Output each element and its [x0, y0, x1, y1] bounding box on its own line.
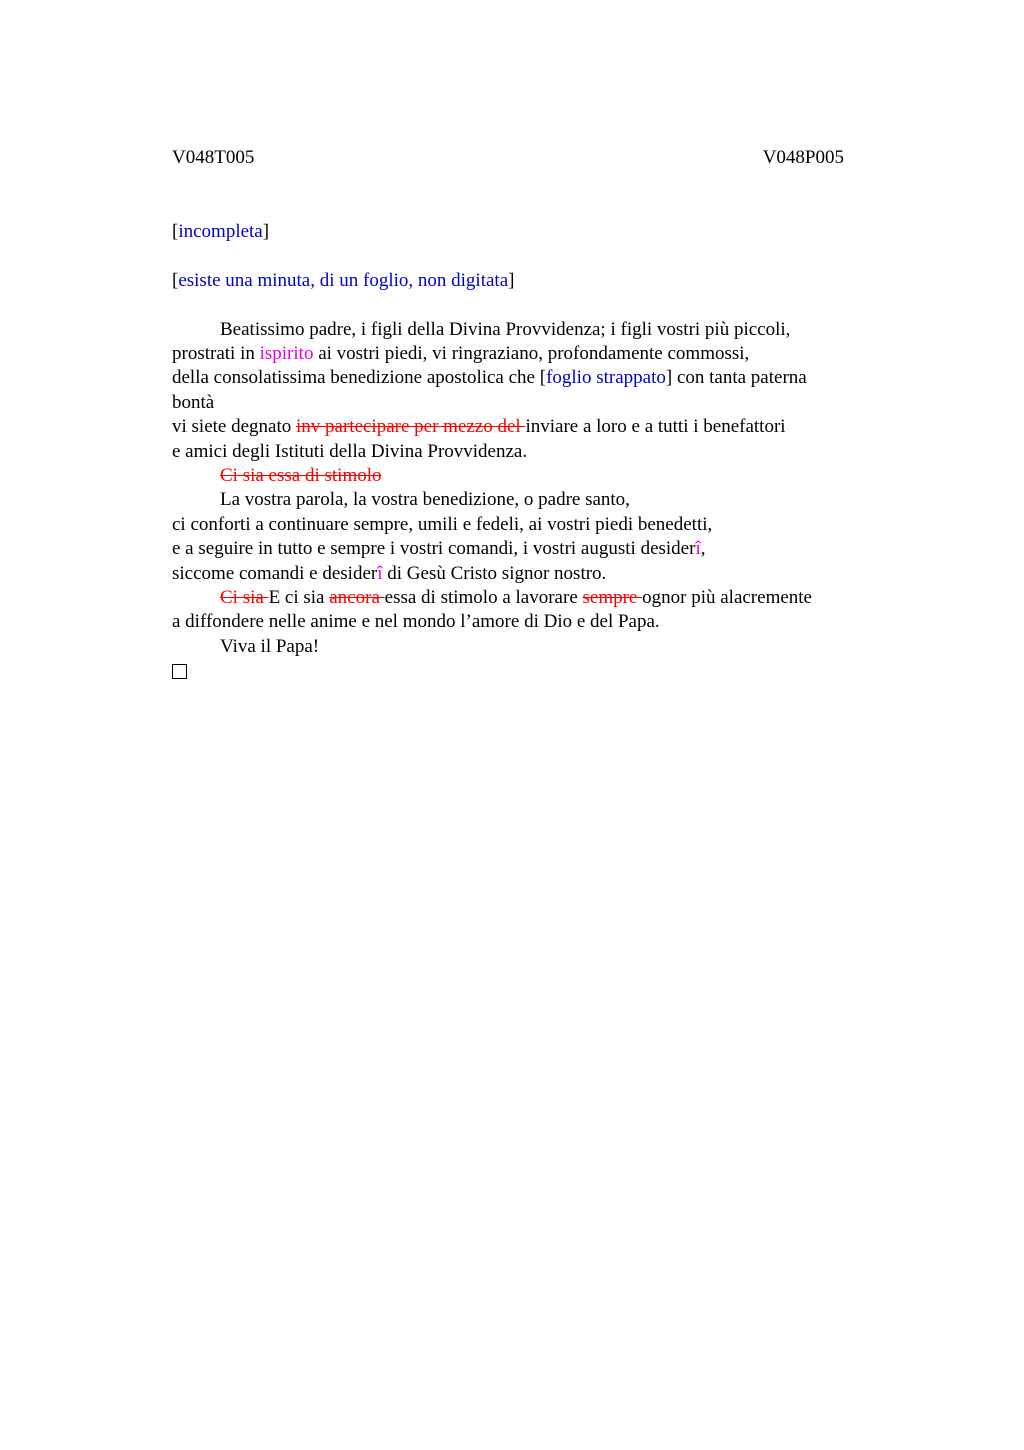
document-header [172, 146, 844, 170]
note-draft: [esiste una minuta, di un foglio, non digitata] [172, 269, 515, 291]
text-line: della consolatissima benedizione apostolica che [foglio strappato] con tanta paterna [172, 367, 807, 389]
note-incomplete: [incompleta] [172, 221, 270, 242]
document-page [172, 146, 862, 687]
text-line: prostrati in ispirito ai vostri piedi, vi ringraziano, profondamente commossi, [172, 343, 750, 364]
deleted-text: ancora [329, 587, 385, 609]
correction-circumflex: î [377, 562, 383, 584]
correction-ispirito: ispirito [259, 343, 314, 364]
end-box-icon [172, 664, 187, 679]
text-line: Viva il Papa! [220, 635, 320, 657]
note-draft-text: esiste una minuta, di un foglio, non digitata [178, 269, 509, 291]
deleted-text: inv partecipare per mezzo del [296, 416, 526, 438]
text-line: Ci sia E ci sia ancora essa di stimolo a lavorare sempre ognor più alacremente [220, 587, 812, 609]
text-line [172, 464, 862, 488]
text-line: siccome comandi e desiderî di Gesù Cristo signor nostro. [172, 562, 607, 584]
letter-body [172, 318, 862, 687]
deleted-text: Ci sia essa di stimolo [220, 465, 382, 487]
note-incomplete-text: incompleta [178, 221, 263, 242]
deleted-text: Ci sia [220, 587, 269, 609]
text-line: vi siete degnato inv partecipare per mezzo del inviare a loro e a tutti i benefattori [172, 416, 786, 438]
text-line: a diffondere nelle anime e nel mondo l’amore di Dio e del Papa. [172, 611, 660, 633]
text-line: bontà [172, 391, 215, 413]
text-line: e amici degli Istituti della Divina Provvidenza. [172, 440, 528, 462]
text-line: ci conforti a continuare sempre, umili e fedeli, ai vostri piedi benedetti, [172, 513, 713, 535]
text-line: Beatissimo padre, i figli della Divina Provvidenza; i figli vostri più piccoli, [220, 318, 791, 340]
correction-circumflex: î [695, 538, 701, 560]
text-line: e a seguire in tutto e sempre i vostri comandi, i vostri augusti desiderî, [172, 538, 706, 560]
text-line: La vostra parola, la vostra benedizione, o padre santo, [220, 489, 630, 511]
deleted-text: sempre [582, 587, 643, 609]
header-right-code: V048P005 [762, 147, 844, 168]
header-left-code: V048T005 [172, 147, 255, 168]
note-torn: foglio strappato [546, 367, 666, 389]
